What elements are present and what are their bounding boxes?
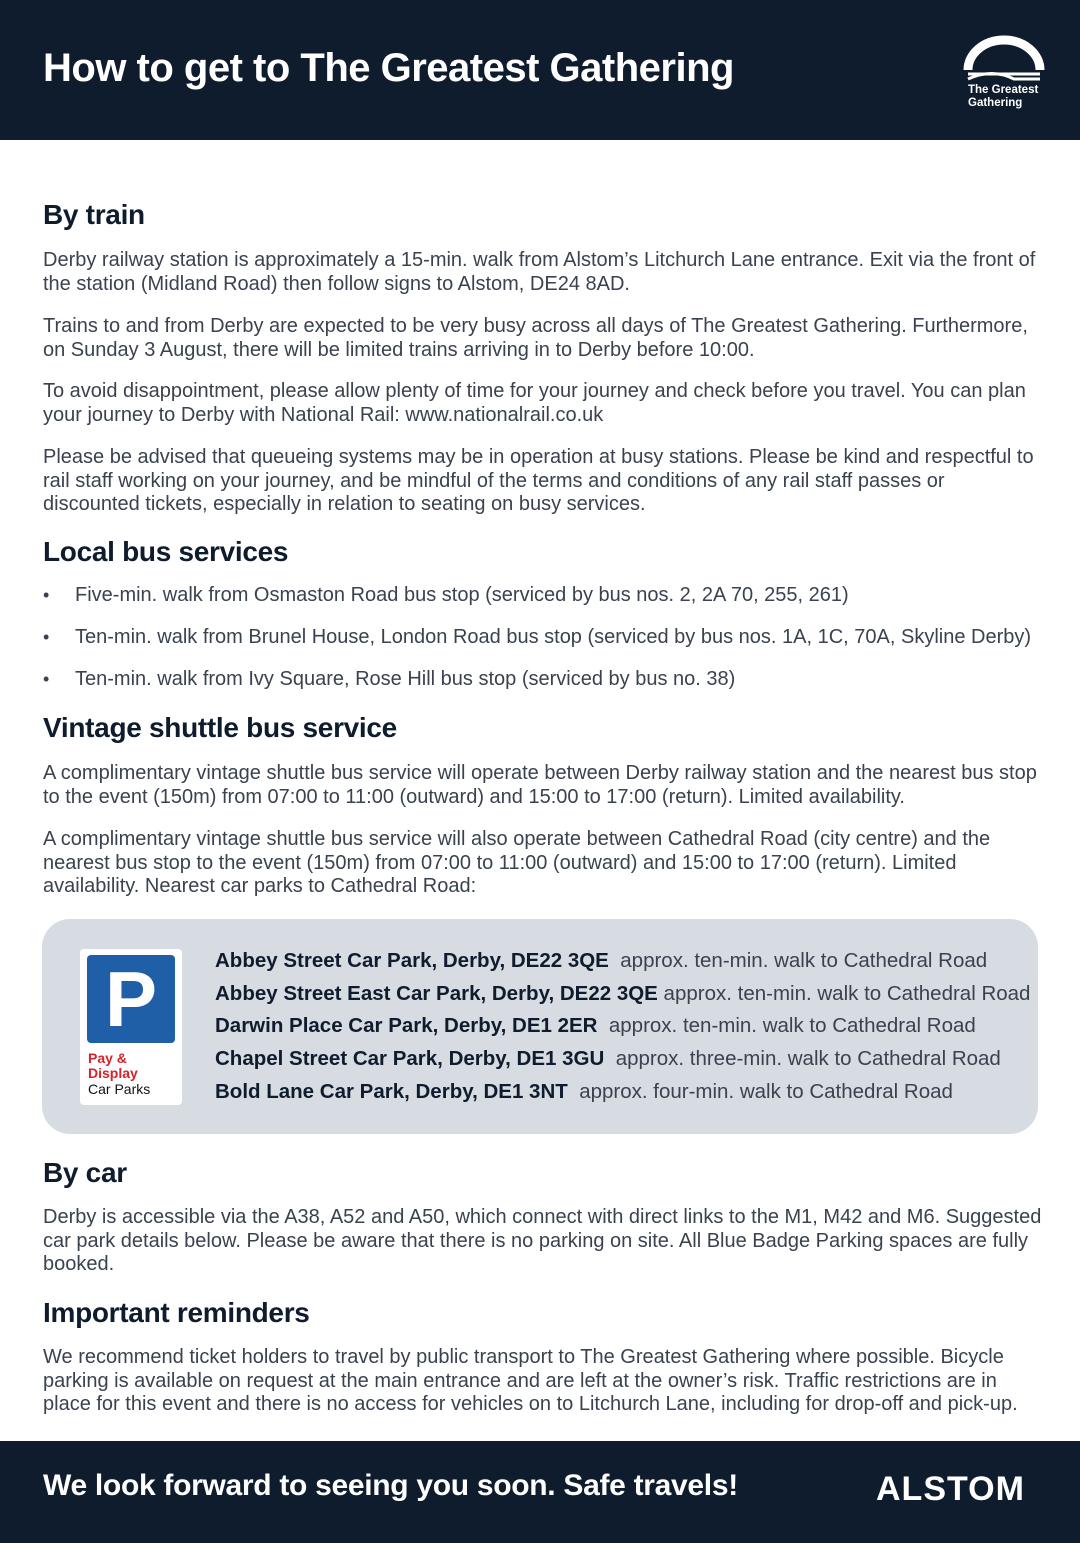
footer-message: We look forward to seeing you soon. Safe travels!	[43, 1469, 738, 1502]
car-park-walk: approx. four-min. walk to Cathedral Road	[579, 1079, 953, 1103]
bus-heading: Local bus services	[43, 536, 289, 567]
list-item	[215, 978, 1030, 1011]
list-item	[215, 1010, 1030, 1043]
car-park-name: Chapel Street Car Park, Derby, DE1 3GU	[215, 1047, 605, 1071]
car-park-name: Abbey Street East Car Park, Derby, DE22 3QE	[215, 981, 658, 1005]
list-item	[215, 1076, 1030, 1109]
logo-text-line1: The Greatest	[968, 84, 1039, 96]
car-park-list	[215, 945, 1030, 1108]
reminders-paragraph: We recommend ticket holders to travel by public transport to The Greatest Gathering where possible. Bicycle parking is available on request at the main entrance and are left at the owner’s risk. Traffic restrictions are in place for this event and there is no access for vehicles on to Litchurch Lane, including for drop-off and pick-up.	[43, 1346, 1018, 1415]
page-footer	[0, 1441, 1080, 1543]
shuttle-heading: Vintage shuttle bus service	[43, 712, 397, 743]
list-item	[215, 1043, 1030, 1076]
parking-caption-line3: Car Parks	[88, 1081, 151, 1097]
list-item	[215, 945, 1030, 978]
list-item: • Ten-min. walk from Ivy Square, Rose Hill bus stop (serviced by bus no. 38)	[43, 668, 736, 690]
bus-item-text: Five-min. walk from Osmaston Road bus stop (serviced by bus nos. 2, 2A 70, 255, 261)	[75, 584, 849, 606]
bus-list	[43, 584, 1053, 710]
train-heading: By train	[43, 199, 145, 230]
car-park-name: Bold Lane Car Park, Derby, DE1 3NT	[215, 1079, 568, 1103]
train-paragraph-1: Derby railway station is approximately a 15-min. walk from Alstom’s Litchurch Lane entrance. Exit via the front of the station (Midland Road) then follow signs to Alstom, DE24 8AD.	[43, 249, 1036, 295]
page-header	[0, 0, 1080, 140]
car-park-panel	[42, 919, 1038, 1134]
reminders-heading: Important reminders	[43, 1297, 310, 1328]
car-park-name: Darwin Place Car Park, Derby, DE1 2ER	[215, 1014, 598, 1038]
parking-sign-caption	[88, 1051, 138, 1081]
bus-item-text: Ten-min. walk from Brunel House, London Road bus stop (serviced by bus nos. 1A, 1C, 70A, Skyline Derby)	[75, 626, 1032, 648]
car-park-name: Abbey Street Car Park, Derby, DE22 3QE	[215, 949, 609, 972]
car-park-walk: approx. three-min. walk to Cathedral Road	[615, 1047, 1001, 1071]
car-park-walk: approx. ten-min. walk to Cathedral Road	[620, 949, 988, 972]
train-paragraph-4: Please be advised that queueing systems may be in operation at busy stations. Please be kind and respectful to rail staff working on your journey, and be mindful of the terms and conditions of any rail staff passes or discounted tickets, especially in relation to seating on busy services.	[43, 446, 1034, 515]
shuttle-paragraph-1: A complimentary vintage shuttle bus service will operate between Derby railway station and the nearest bus stop to the event (150m) from 07:00 to 11:00 (outward) and 15:00 to 17:00 (return). Limited availability.	[43, 762, 1037, 808]
car-heading: By car	[43, 1157, 127, 1188]
list-item: • Ten-min. walk from Brunel House, London Road bus stop (serviced by bus nos. 1A, 1C, 70A, Skyline Derby)	[43, 626, 1032, 648]
car-park-walk: approx. ten-min. walk to Cathedral Road	[608, 1014, 976, 1038]
parking-icon: P	[87, 955, 175, 1043]
parking-caption-line1: Pay &	[88, 1050, 127, 1066]
logo-text-line2: Gathering	[968, 97, 1023, 109]
car-park-walk: approx. ten-min. walk to Cathedral Road	[663, 981, 1031, 1005]
parking-caption-line2: Display	[88, 1065, 138, 1081]
train-paragraph-3: To avoid disappointment, please allow plenty of time for your journey and check before you travel. You can plan your journey to Derby with National Rail: www.nationalrail.co.uk	[43, 380, 1026, 426]
car-paragraph: Derby is accessible via the A38, A52 and A50, which connect with direct links to the M1, M42 and M6. Suggested car park details below. Please be aware that there is no parking on site. All Blue Badge Parking spaces are fully booked.	[43, 1206, 1042, 1275]
train-paragraph-2: Trains to and from Derby are expected to be very busy across all days of The Greatest Gathering. Furthermore, on Sunday 3 August, there will be limited trains arriving in to Derby before 10:00.	[43, 315, 1028, 361]
list-item: • Five-min. walk from Osmaston Road bus stop (serviced by bus nos. 2, 2A 70, 255, 261)	[43, 584, 849, 606]
shuttle-paragraph-2: A complimentary vintage shuttle bus service will also operate between Cathedral Road (city centre) and the nearest bus stop to the event (150m) from 07:00 to 11:00 (outward) and 15:00 to 17:00 (return). Limited availability. Nearest car parks to Cathedral Road:	[43, 828, 991, 897]
alstom-logo: ALSTOM	[876, 1470, 1025, 1508]
page-title: How to get to The Greatest Gathering	[43, 46, 734, 90]
parking-sign	[80, 949, 182, 1105]
bus-item-text: Ten-min. walk from Ivy Square, Rose Hill bus stop (serviced by bus no. 38)	[75, 668, 736, 690]
logo-text	[968, 84, 1038, 110]
